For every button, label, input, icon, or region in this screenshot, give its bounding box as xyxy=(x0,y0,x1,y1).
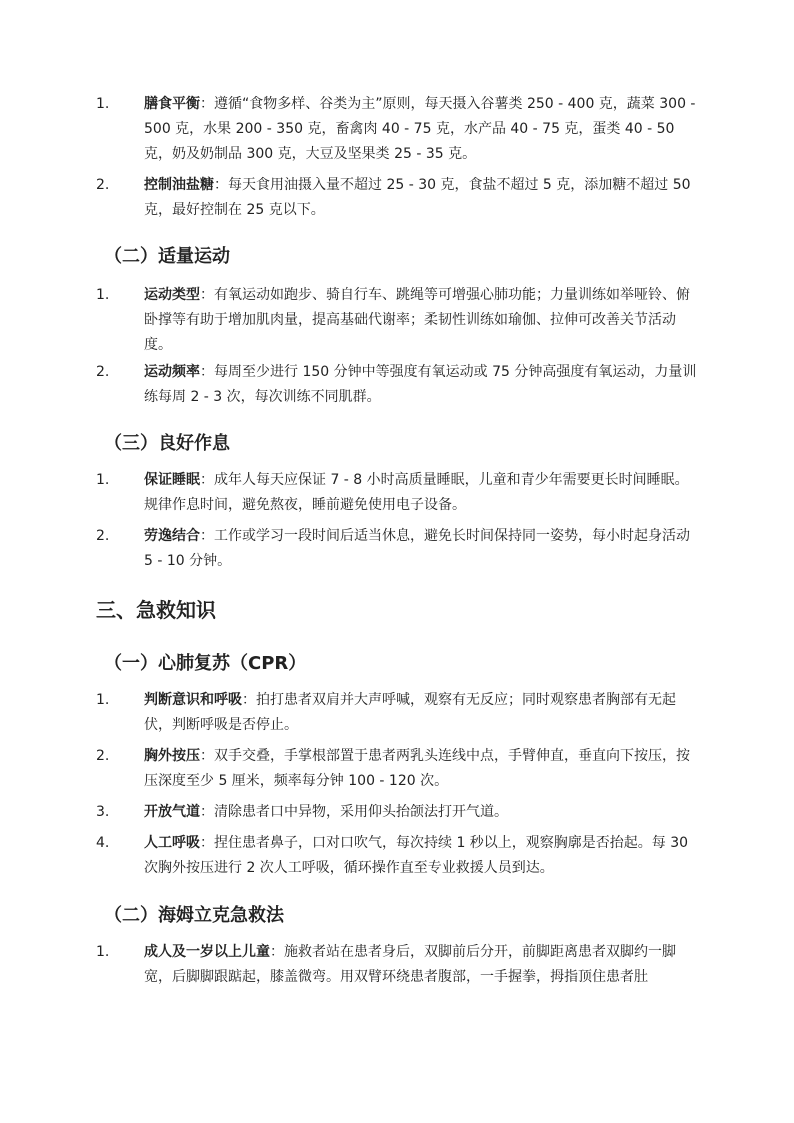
list-item-diet-balance xyxy=(96,92,700,167)
list-number: 1. xyxy=(96,287,110,303)
item-text: ：成年人每天应保证 7 - 8 小时高质量睡眠，儿童和青少年需要更长时间睡眠。规律作息时间，避免熬夜，睡前避免使用电子设备。 xyxy=(144,472,689,513)
list-number: 1. xyxy=(96,692,110,708)
item-term: 成人及一岁以上儿童 xyxy=(144,944,270,960)
heading-rest: （三）良好作息 xyxy=(104,433,230,454)
item-text: ：拍打患者双肩并大声呼喊，观察有无反应；同时观察患者胸部有无起伏，判断呼吸是否停止。 xyxy=(144,692,676,733)
item-text: ：遵循“食物多样、谷类为主”原则，每天摄入谷薯类 250 - 400 克，蔬菜 300 - 500 克，水果 200 - 350 克，畜禽肉 40 - 75 克，水产品 40 - 75 克，蛋类 40 - 50 克，奶及奶制品 300 克，大豆及坚果类 25 - 35 克。 xyxy=(144,96,696,162)
heading-cpr: （一）心肺复苏（CPR） xyxy=(104,653,307,674)
heading-exercise: （二）适量运动 xyxy=(104,246,230,267)
item-text: ：捏住患者鼻子，口对口吹气，每次持续 1 秒以上，观察胸廓是否抬起。每 30 次胸外按压进行 2 次人工呼吸，循环操作直至专业救援人员到达。 xyxy=(144,835,689,876)
list-number: 4. xyxy=(96,835,110,851)
list-number: 2. xyxy=(96,748,110,764)
item-term: 保证睡眠 xyxy=(144,472,200,488)
list-number: 1. xyxy=(96,944,110,960)
item-text: ：每天食用油摄入量不超过 25 - 30 克，食盐不超过 5 克，添加糖不超过 50 克，最好控制在 25 克以下。 xyxy=(144,177,691,218)
list-item-sleep xyxy=(96,468,700,518)
item-term: 劳逸结合 xyxy=(144,528,200,544)
list-item-open-airway xyxy=(96,800,700,825)
item-text: ：有氧运动如跑步、骑自行车、跳绳等可增强心肺功能；力量训练如举哑铃、俯卧撑等有助于增加肌肉量，提高基础代谢率；柔韧性训练如瑜伽、拉伸可改善关节活动度。 xyxy=(144,287,690,353)
list-item-chest-compression xyxy=(96,744,700,794)
list-number: 3. xyxy=(96,804,110,820)
list-item-heimlich-adult xyxy=(96,940,700,990)
list-item-work-rest-balance xyxy=(96,524,700,574)
item-text: ：每周至少进行 150 分钟中等强度有氧运动或 75 分钟高强度有氧运动，力量训练每周 2 - 3 次，每次训练不同肌群。 xyxy=(144,364,697,405)
heading-heimlich: （二）海姆立克急救法 xyxy=(104,905,284,926)
list-item-check-consciousness xyxy=(96,688,700,738)
item-term: 人工呼吸 xyxy=(144,835,200,851)
heading-first-aid: 三、急救知识 xyxy=(96,598,216,622)
item-term: 开放气道 xyxy=(144,804,200,820)
item-term: 膳食平衡 xyxy=(144,96,200,112)
item-text: ：双手交叠，手掌根部置于患者两乳头连线中点，手臂伸直，垂直向下按压，按压深度至少 5 厘米，频率每分钟 100 - 120 次。 xyxy=(144,748,690,789)
list-number: 1. xyxy=(96,472,110,488)
item-term: 胸外按压 xyxy=(144,748,200,764)
item-text: ：施救者站在患者身后，双脚前后分开，前脚距离患者双脚约一脚宽，后脚脚跟踮起，膝盖微弯。用双臂环绕患者腹部，一手握拳，拇指顶住患者肚 xyxy=(144,944,676,985)
item-term: 运动频率 xyxy=(144,364,200,380)
list-item-exercise-frequency xyxy=(96,360,700,410)
list-item-control-oil-salt-sugar xyxy=(96,173,700,223)
item-term: 控制油盐糖 xyxy=(144,177,214,193)
list-number: 1. xyxy=(96,96,110,112)
item-text: ：工作或学习一段时间后适当休息，避免长时间保持同一姿势，每小时起身活动 5 - 10 分钟。 xyxy=(144,528,690,569)
list-item-exercise-type xyxy=(96,283,700,358)
list-number: 2. xyxy=(96,528,110,544)
list-number: 2. xyxy=(96,364,110,380)
item-term: 判断意识和呼吸 xyxy=(144,692,242,708)
list-item-rescue-breathing xyxy=(96,831,700,881)
item-term: 运动类型 xyxy=(144,287,200,303)
item-text: ：清除患者口中异物，采用仰头抬颌法打开气道。 xyxy=(200,804,508,820)
list-number: 2. xyxy=(96,177,110,193)
